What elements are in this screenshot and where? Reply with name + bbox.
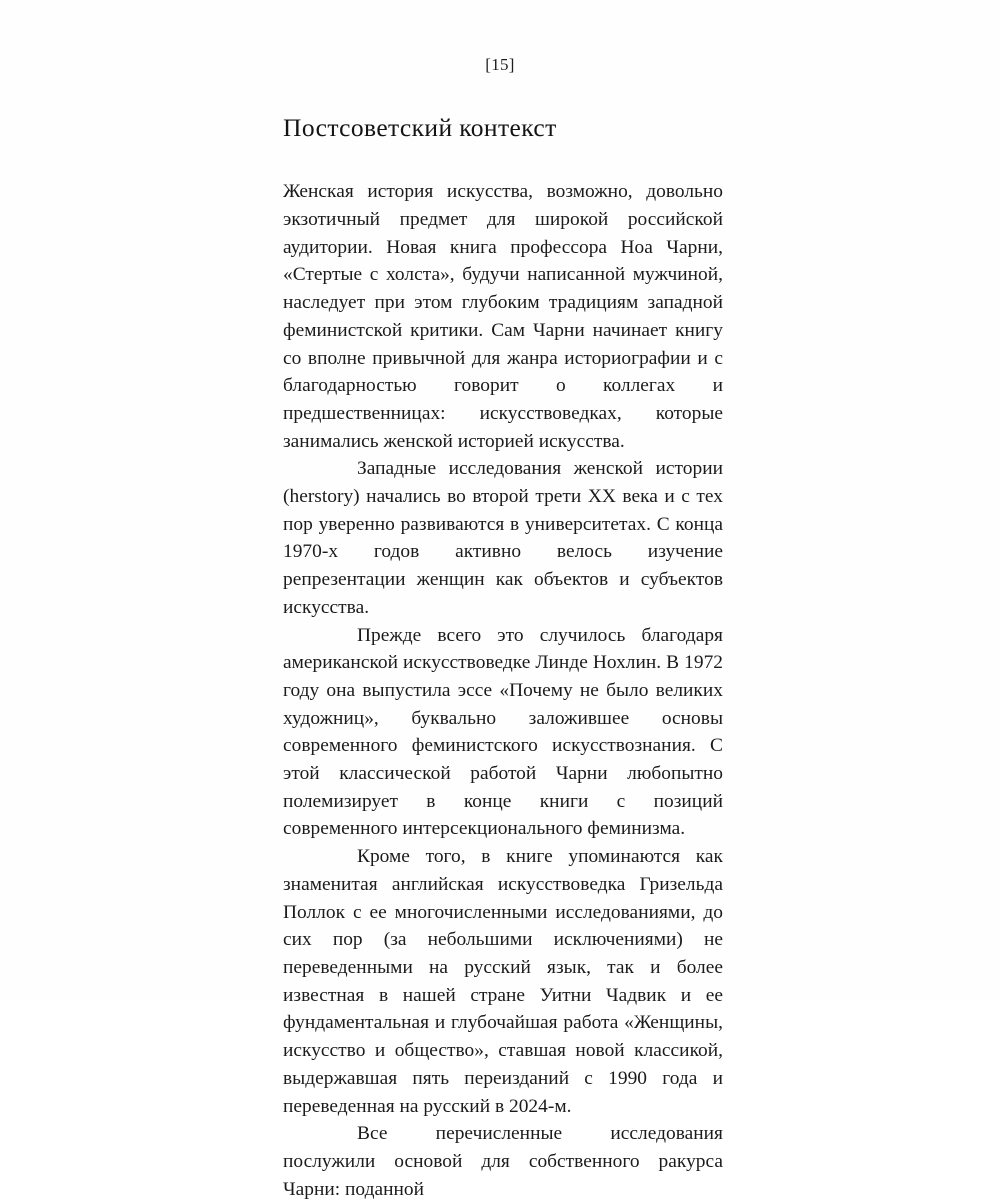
body-text <box>283 178 723 1203</box>
text-column <box>283 113 723 1203</box>
paragraph: Женская история искусства, возможно, довольно экзотичный предмет для широкой российской аудитории. Новая книга профессора Ноа Чарни, «Стертые с холста», будучи написанной мужчиной, наследует при этом глубоким традициям западной феминистской критики. Сам Чарни начинает книгу со вполне привычной для жанра историографии и с благодарностью говорит о коллегах и предшественницах: искусствоведках, которые занимались женской историей искусства. <box>283 181 723 452</box>
chapter-title: Постсоветский контекст <box>283 113 557 142</box>
paragraph: Все перечисленные исследования послужили основой для собственного ракурса Чарни: поданной <box>283 1123 723 1200</box>
paragraph: Прежде всего это случилось благодаря американской искусствоведке Линде Нохлин. В 1972 году она выпустила эссе «Почему не было великих художниц», буквально заложившее основы современного феминистского искусствознания. С этой классической работой Чарни любопытно полемизирует в конце книги с позиций современного интерсекционального феминизма. <box>283 624 723 840</box>
paragraph: Кроме того, в книге упоминаются как знаменитая английская искусствоведка Гризельда Поллок с ее многочисленными исследованиями, до сих пор (за небольшими исключениями) не переведенными на русский язык, так и более известная в нашей стране Уитни Чадвик и ее фундаментальная и глубочайшая работа «Женщины, искусство и общество», ставшая новой классикой, выдержавшая пять переизданий с 1990 года и переведенная на русский в 2024-м. <box>283 846 723 1117</box>
page-number: [15] <box>485 55 515 74</box>
paragraph: Западные исследования женской истории (herstory) начались во второй трети XX века и с тех пор уверенно развиваются в университетах. С конца 1970-х годов активно велось изучение репрезентации женщин как объектов и субъектов искусства. <box>283 458 723 618</box>
